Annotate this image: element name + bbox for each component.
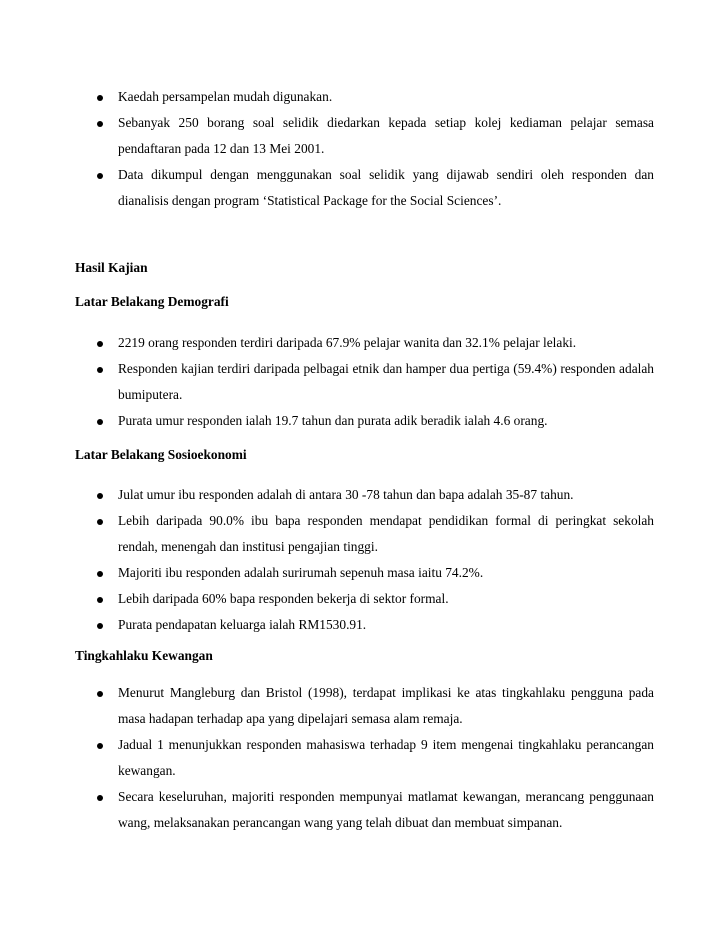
list-item-text: Lebih daripada 90.0% ibu bapa responden mendapat pendidikan formal di peringkat sekolah rendah, menengah dan institusi pengajian tinggi. — [118, 513, 654, 554]
section-heading-sosioekonomi: Latar Belakang Sosioekonomi — [75, 447, 247, 462]
list-item-text: Lebih daripada 60% bapa responden bekerja di sektor formal. — [118, 591, 449, 606]
list-item — [0, 784, 728, 836]
bullet-icon — [97, 173, 103, 179]
bullet-icon — [97, 571, 103, 577]
list-item — [0, 162, 728, 214]
list-item-text: Kaedah persampelan mudah digunakan. — [118, 89, 333, 104]
list-item-text: Purata umur responden ialah 19.7 tahun dan purata adik beradik ialah 4.6 orang. — [118, 413, 548, 428]
list-item — [0, 84, 728, 110]
bullet-icon — [97, 419, 103, 425]
kewangan-bullet-list — [0, 680, 728, 836]
list-item — [0, 110, 728, 162]
list-item-text: Julat umur ibu responden adalah di antara 30 -78 tahun dan bapa adalah 35-87 tahun. — [118, 487, 574, 502]
list-item-text: Menurut Mangleburg dan Bristol (1998), terdapat implikasi ke atas tingkahlaku pengguna pada masa hadapan terhadap apa yang dipelajari semasa alam remaja. — [118, 685, 654, 726]
list-item — [0, 732, 728, 784]
list-item — [0, 560, 728, 586]
list-item — [0, 612, 728, 638]
bullet-icon — [97, 795, 103, 801]
list-item-text: Majoriti ibu responden adalah surirumah sepenuh masa iaitu 74.2%. — [118, 565, 484, 580]
list-item-text: Purata pendapatan keluarga ialah RM1530.91. — [118, 617, 367, 632]
list-item-text: Responden kajian terdiri daripada pelbagai etnik dan hamper dua pertiga (59.4%) responden adalah bumiputera. — [118, 361, 654, 402]
section-heading-hasil-kajian: Hasil Kajian — [75, 260, 148, 275]
section-heading-tingkahlaku-kewangan: Tingkahlaku Kewangan — [75, 648, 213, 663]
list-item — [0, 508, 728, 560]
list-item — [0, 356, 728, 408]
section-heading-demografi: Latar Belakang Demografi — [75, 294, 229, 309]
bullet-icon — [97, 367, 103, 373]
bullet-icon — [97, 519, 103, 525]
list-item-text: 2219 orang responden terdiri daripada 67.9% pelajar wanita dan 32.1% pelajar lelaki. — [118, 335, 577, 350]
list-item — [0, 586, 728, 612]
bullet-icon — [97, 341, 103, 347]
bullet-icon — [97, 691, 103, 697]
list-item — [0, 680, 728, 732]
sosioekonomi-bullet-list — [0, 482, 728, 638]
bullet-icon — [97, 121, 103, 127]
list-item — [0, 482, 728, 508]
list-item-text: Sebanyak 250 borang soal selidik diedarkan kepada setiap kolej kediaman pelajar semasa pendaftaran pada 12 dan 13 Mei 2001. — [118, 115, 654, 156]
bullet-icon — [97, 95, 103, 101]
intro-bullet-list — [0, 84, 728, 214]
list-item — [0, 330, 728, 356]
bullet-icon — [97, 623, 103, 629]
bullet-icon — [97, 493, 103, 499]
list-item-text: Data dikumpul dengan menggunakan soal selidik yang dijawab sendiri oleh responden dan dianalisis dengan program ‘Statistical Package for the Social Sciences’. — [118, 167, 654, 208]
list-item-text: Secara keseluruhan, majoriti responden mempunyai matlamat kewangan, merancang penggunaan wang, melaksanakan perancangan wang yang telah dibuat dan membuat simpanan. — [118, 789, 654, 830]
list-item-text: Jadual 1 menunjukkan responden mahasiswa terhadap 9 item mengenai tingkahlaku perancangan kewangan. — [118, 737, 654, 778]
bullet-icon — [97, 597, 103, 603]
list-item — [0, 408, 728, 434]
demografi-bullet-list — [0, 330, 728, 434]
bullet-icon — [97, 743, 103, 749]
